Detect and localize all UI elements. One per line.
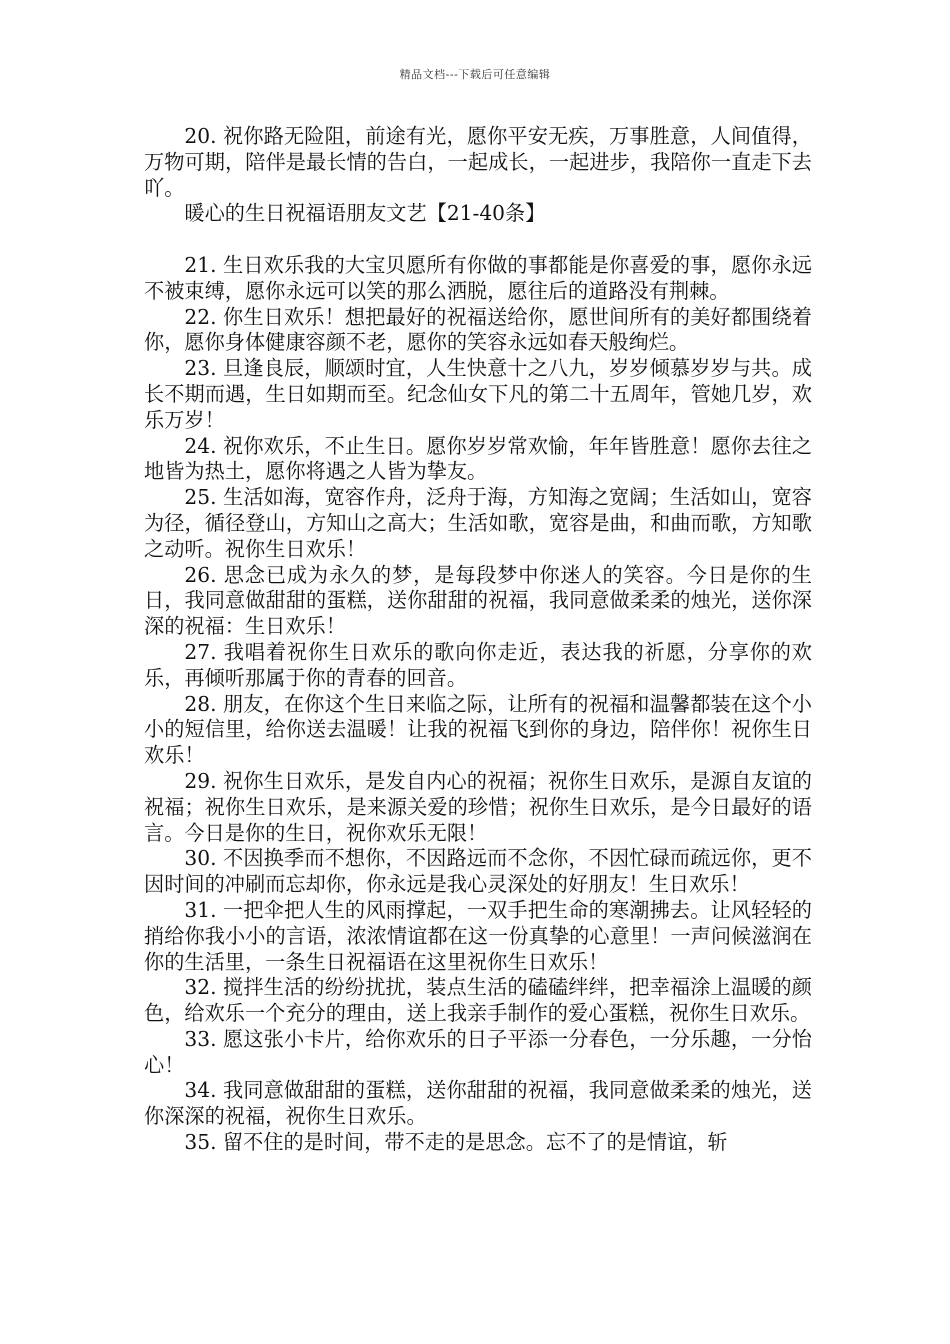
- paragraph-26: 26. 思念已成为永久的梦，是每段梦中你迷人的笑容。今日是你的生日，我同意做甜甜的蛋糕，送你甜甜的祝福，我同意做柔柔的烛光，送你深深的祝福：生日欢乐！: [144, 562, 812, 639]
- paragraph-22: 22. 你生日欢乐！想把最好的祝福送给你，愿世间所有的美好都围绕着你，愿你身体健康容颜不老，愿你的笑容永远如春天般绚烂。: [144, 304, 812, 355]
- paragraph-35: 35. 留不住的是时间，带不走的是思念。忘不了的是情谊，斩: [184, 1130, 728, 1155]
- paragraph-34: 34. 我同意做甜甜的蛋糕，送你甜甜的祝福，我同意做柔柔的烛光，送你深深的祝福，祝你生日欢乐。: [144, 1078, 812, 1129]
- paragraph-21: 21. 生日欢乐我的大宝贝愿所有你做的事都能是你喜爱的事，愿你永远不被束缚，愿你永远可以笑的那么洒脱，愿往后的道路没有荆棘。: [144, 252, 812, 303]
- section-heading: 暖心的生日祝福语朋友文艺【21-40条】: [184, 201, 546, 226]
- paragraph-28: 28. 朋友，在你这个生日来临之际，让所有的祝福和温馨都装在这个小小的短信里，给你送去温暖！让我的祝福飞到你的身边，陪伴你！祝你生日欢乐！: [144, 691, 812, 768]
- paragraph-29: 29. 祝你生日欢乐，是发自内心的祝福；祝你生日欢乐，是源自友谊的祝福；祝你生日欢乐，是来源关爱的珍惜；祝你生日欢乐，是今日最好的语言。今日是你的生日，祝你欢乐无限！: [144, 768, 812, 845]
- paragraph-25: 25. 生活如海，宽容作舟，泛舟于海，方知海之宽阔；生活如山，宽容为径，循径登山，方知山之高大；生活如歌，宽容是曲，和曲而歌，方知歌之动听。祝你生日欢乐！: [144, 485, 812, 561]
- paragraph-31: 31. 一把伞把人生的风雨撑起，一双手把生命的寒潮拂去。让风轻轻的捎给你我小小的言语，浓浓情谊都在这一份真挚的心意里！一声问候滋润在你的生活里，一条生日祝福语在这里祝你生日欢乐！: [144, 897, 812, 974]
- document-body: [144, 124, 812, 1156]
- paragraph-27: 27. 我唱着祝你生日欢乐的歌向你走近，表达我的祈愿，分享你的欢乐，再倾听那属于你的青春的回音。: [144, 639, 812, 690]
- paragraph-33: 33. 愿这张小卡片，给你欢乐的日子平添一分春色，一分乐趣，一分怡心！: [144, 1026, 812, 1077]
- page-header: 精品文档---下载后可任意编辑: [399, 68, 551, 81]
- paragraph-24: 24. 祝你欢乐，不止生日。愿你岁岁常欢愉，年年皆胜意！愿你去往之地皆为热土，愿你将遇之人皆为挚友。: [144, 433, 812, 484]
- paragraph-30: 30. 不因换季而不想你，不因路远而不念你，不因忙碌而疏远你，更不因时间的冲刷而忘却你，你永远是我心灵深处的好朋友！生日欢乐！: [144, 846, 812, 897]
- paragraph-32: 32. 搅拌生活的纷纷扰扰，装点生活的磕磕绊绊，把幸福涂上温暖的颜色，给欢乐一个充分的理由，送上我亲手制作的爱心蛋糕，祝你生日欢乐。: [144, 975, 812, 1026]
- paragraph-20: 20. 祝你路无险阻，前途有光，愿你平安无疾，万事胜意，人间值得，万物可期，陪伴是最长情的告白，一起成长，一起进步，我陪你一直走下去吖。: [144, 124, 812, 200]
- blank-line: [144, 227, 812, 253]
- paragraph-23: 23. 旦逢良辰，顺颂时宜，人生快意十之八九，岁岁倾慕岁岁与共。成长不期而遇，生日如期而至。纪念仙女下凡的第二十五周年，管她几岁，欢乐万岁！: [144, 356, 812, 432]
